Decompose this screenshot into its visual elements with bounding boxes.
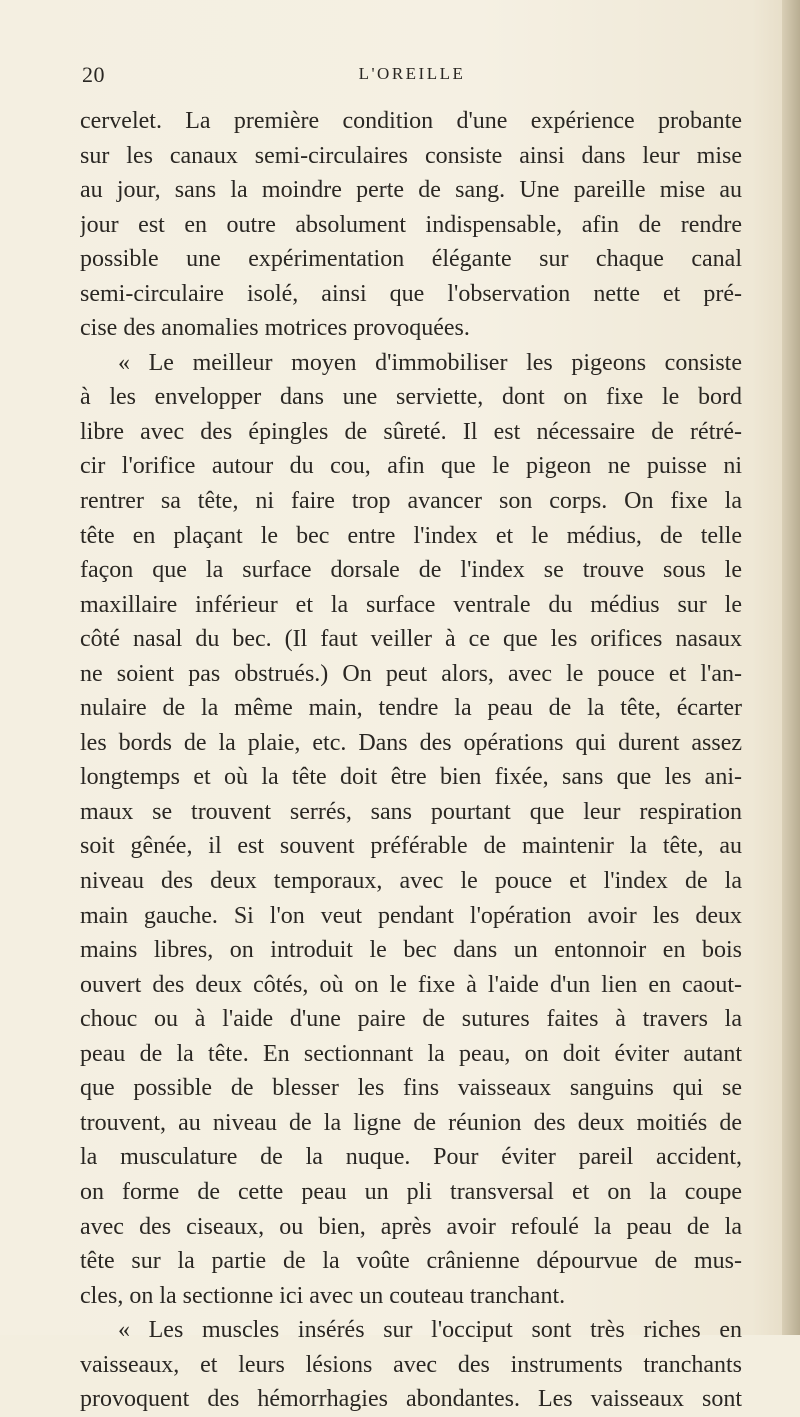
text-line: ne soient pas obstrués.) On peut alors, avec le pouce et l'an- — [80, 660, 742, 687]
text-line: libre avec des épingles de sûreté. Il est nécessaire de rétré- — [80, 418, 742, 445]
text-line: cise des anomalies motrices provoquées. — [80, 315, 470, 342]
text-line: semi-circulaire isolé, ainsi que l'observation nette et pré- — [80, 280, 742, 307]
text-line: mains libres, on introduit le bec dans un entonnoir en bois — [80, 937, 742, 964]
text-line: trouvent, au niveau de la ligne de réunion des deux moitiés de — [80, 1109, 742, 1136]
text-line: les bords de la plaie, etc. Dans des opérations qui durent assez — [80, 729, 742, 756]
text-line: « Les muscles insérés sur l'occiput sont très riches en — [118, 1317, 742, 1344]
page-header — [82, 62, 742, 92]
text-line: que possible de blesser les fins vaisseaux sanguins qui se — [80, 1075, 742, 1102]
text-line: chouc ou à l'aide d'une paire de sutures faites à travers la — [80, 1006, 742, 1033]
text-line: cles, on la sectionne ici avec un couteau tranchant. — [80, 1282, 566, 1309]
body-text — [80, 104, 742, 1417]
text-line: peau de la tête. En sectionnant la peau, on doit éviter autant — [80, 1040, 742, 1067]
page-number: 20 — [82, 62, 105, 87]
text-line: rentrer sa tête, ni faire trop avancer son corps. On fixe la — [80, 488, 742, 515]
text-line: « Le meilleur moyen d'immobiliser les pigeons consiste — [118, 349, 742, 376]
running-title: L'OREILLE — [358, 64, 466, 83]
text-line: cervelet. La première condition d'une expérience probante — [80, 108, 742, 134]
text-line: côté nasal du bec. (Il faut veiller à ce que les orifices nasaux — [80, 626, 742, 653]
text-line: longtemps et où la tête doit être bien fixée, sans que les ani- — [80, 764, 742, 791]
text-line: sur les canaux semi-circulaires consiste ainsi dans leur mise — [80, 142, 742, 169]
text-line: au jour, sans la moindre perte de sang. Une pareille mise au — [80, 177, 742, 204]
text-line: maux se trouvent serrés, sans pourtant que leur respiration — [80, 798, 742, 825]
text-line: tête sur la partie de la voûte crânienne dépourvue de mus- — [80, 1248, 742, 1275]
text-line: soit gênée, il est souvent préférable de maintenir la tête, au — [80, 833, 742, 860]
text-line: à les envelopper dans une serviette, dont on fixe le bord — [80, 384, 742, 411]
text-line: niveau des deux temporaux, avec le pouce et l'index de la — [80, 868, 742, 895]
text-line: cir l'orifice autour du cou, afin que le pigeon ne puisse ni — [80, 453, 742, 480]
text-line: maxillaire inférieur et la surface ventrale du médius sur le — [80, 591, 742, 618]
text-line: jour est en outre absolument indispensable, afin de rendre — [80, 211, 742, 238]
text-line: possible une expérimentation élégante sur chaque canal — [80, 246, 742, 273]
text-line: la musculature de la nuque. Pour éviter pareil accident, — [80, 1144, 742, 1171]
text-line: ouvert des deux côtés, où on le fixe à l'aide d'un lien en caout- — [80, 971, 742, 998]
text-line: on forme de cette peau un pli transversal et on la coupe — [80, 1178, 742, 1205]
text-line: provoquent des hémorrhagies abondantes. Les vaisseaux sont — [80, 1386, 742, 1413]
text-line: façon que la surface dorsale de l'index se trouve sous le — [80, 557, 742, 584]
text-line: main gauche. Si l'on veut pendant l'opération avoir les deux — [80, 902, 742, 929]
text-line: vaisseaux, et leurs lésions avec des instruments tranchants — [80, 1351, 742, 1378]
page-edge — [782, 0, 800, 1335]
text-line: nulaire de la même main, tendre la peau de la tête, écarter — [80, 695, 742, 722]
text-line: tête en plaçant le bec entre l'index et le médius, de telle — [80, 522, 742, 549]
text-line: avec des ciseaux, ou bien, après avoir refoulé la peau de la — [80, 1213, 742, 1240]
